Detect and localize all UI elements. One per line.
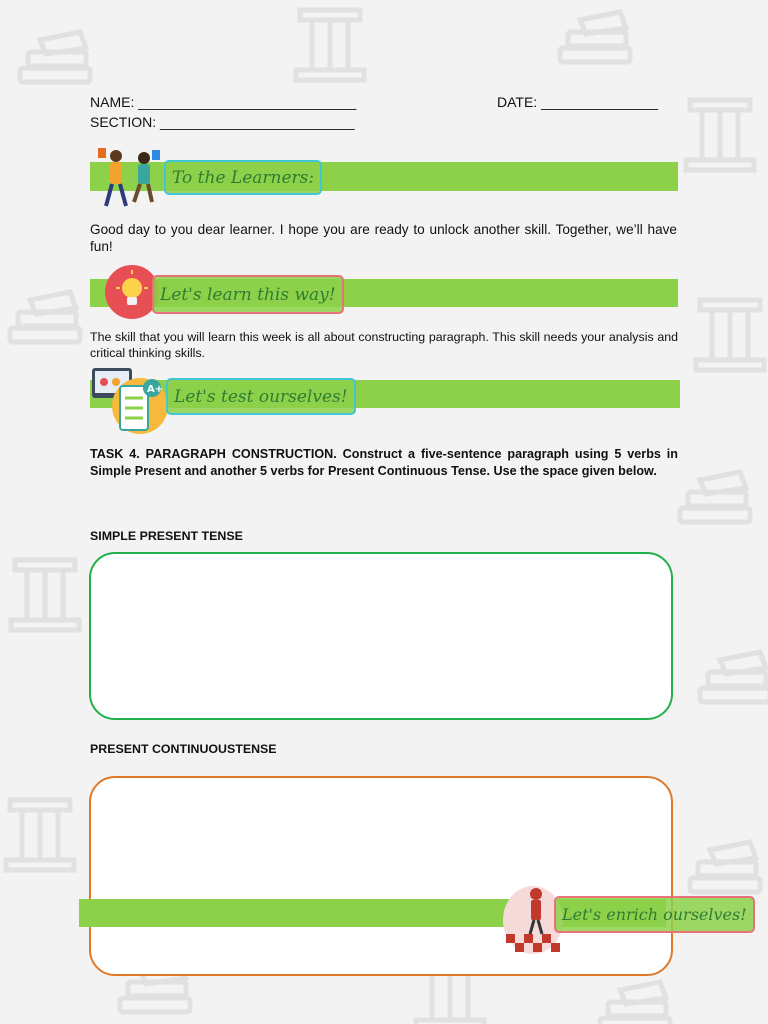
learn-text: The skill that you will learn this week is all about constructing paragraph. This skill needs your analysis and critical thinking skills. [90,330,678,360]
section-line: SECTION: _________________________ [90,114,355,130]
learners-banner-label: To the Learners: [164,160,322,195]
name-line: NAME: ____________________________ [90,94,357,110]
date-line: DATE: _______________ [497,94,658,110]
task-instructions: TASK 4. PARAGRAPH CONSTRUCTION. Construct a five-sentence paragraph using 5 verbs in Simple Present and another 5 verbs for Present Continuous Tense. Use the space given below. [90,447,678,478]
present-continuous-label: PRESENT CONTINUOUSTENSE [90,742,277,756]
present-continuous-answer-box[interactable] [89,776,673,976]
enrich-banner-label: Let's enrich ourselves! [554,896,755,933]
svg-text:A+: A+ [147,384,164,395]
simple-present-answer-box[interactable] [89,552,673,720]
simple-present-label: SIMPLE PRESENT TENSE [90,529,243,543]
students-icon [92,144,166,214]
learners-text: Good day to you dear learner. I hope you are ready to unlock another skill. Together, we’ll have fun! [90,222,677,254]
test-checklist-icon [90,366,174,438]
test-banner-label: Let's test ourselves! [166,378,356,415]
learn-banner-label: Let's learn this way! [152,275,344,314]
